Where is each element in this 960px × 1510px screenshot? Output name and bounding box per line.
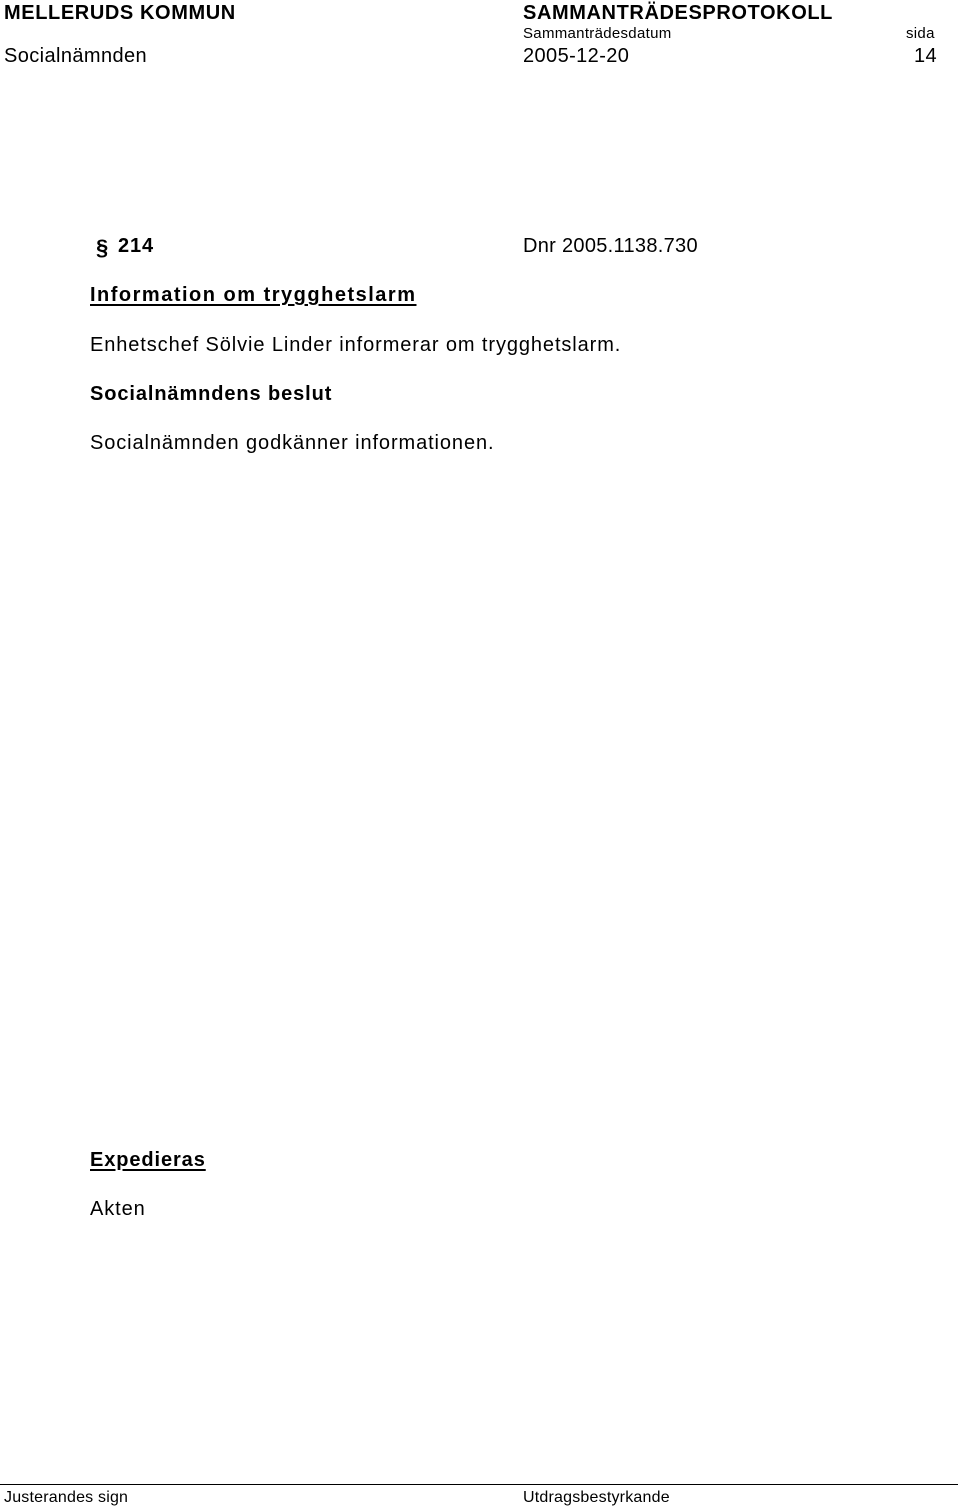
organization-name: MELLERUDS KOMMUN [4,2,236,24]
footer-divider [0,1484,958,1485]
document-type: SAMMANTRÄDESPROTOKOLL [523,2,834,24]
item-description: Enhetschef Sölvie Linder informerar om trygghetslarm. [90,334,622,356]
justering-label: Justerandes sign [4,1489,129,1506]
decision-text: Socialnämnden godkänner informationen. [90,432,495,454]
item-title: Information om trygghetslarm [90,284,417,306]
committee-name: Socialnämnden [4,45,148,67]
dnr: Dnr 2005.1138.730 [523,235,698,257]
meeting-date: 2005-12-20 [523,45,630,67]
meeting-date-label: Sammanträdesdatum [523,25,672,42]
page-label: sida [906,25,935,42]
page-number: 14 [914,45,938,67]
utdrag-label: Utdragsbestyrkande [523,1489,670,1506]
decision-heading: Socialnämndens beslut [90,383,333,405]
section-number: 214 [118,235,155,257]
distribution-recipient: Akten [90,1198,146,1220]
section-symbol: § [96,235,110,260]
distribution-heading: Expedieras [90,1149,206,1171]
